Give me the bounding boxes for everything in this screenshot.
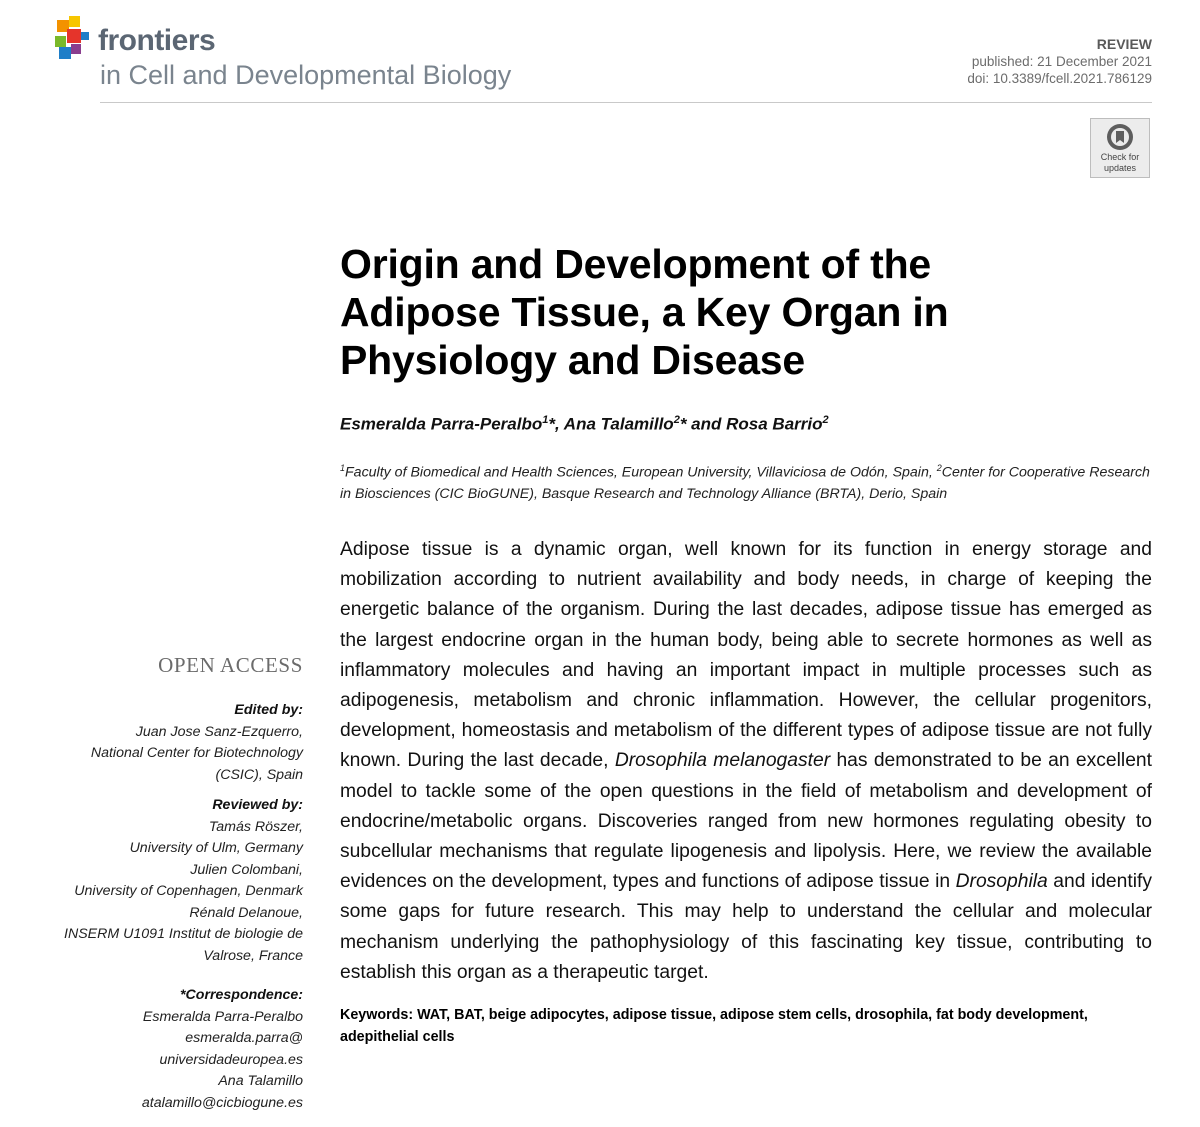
- author-name[interactable]: Esmeralda Parra-Peralbo: [340, 414, 543, 434]
- reviewer-line: Valrose, France: [203, 947, 303, 964]
- editor-line: Juan Jose Sanz-Ezquerro,: [135, 723, 303, 740]
- correspondence-email[interactable]: universidadeuropea.es: [159, 1051, 303, 1068]
- header-divider: [100, 102, 1152, 103]
- author-list: [340, 414, 829, 435]
- keywords: [340, 1004, 1152, 1048]
- corresponding-mark: *: [548, 414, 555, 434]
- open-access-label: OPEN ACCESS: [158, 653, 303, 677]
- affiliation-text: Center for Cooperative Research in Biosciences (CIC BioGUNE), Basque Research and Technology Alliance (BRTA), Derio, Spain: [340, 464, 1150, 502]
- bookmark-icon: [1106, 123, 1134, 151]
- reviewer-line: Rénald Delanoue,: [189, 904, 303, 921]
- reviewer-line: Tamás Röszer,: [208, 818, 303, 835]
- corresponding-mark: *: [679, 414, 687, 434]
- correspondence-line: Esmeralda Parra-Peralbo: [142, 1008, 303, 1025]
- article-meta: [967, 36, 1152, 87]
- reviewer-line: Julien Colombani,: [190, 861, 303, 878]
- reviewed-by-label: Reviewed by:: [212, 797, 303, 813]
- reviewer-line: INSERM U1091 Institut de biologie de: [64, 926, 303, 942]
- author-separator: and: [686, 414, 727, 434]
- species-name: Drosophila melanogaster: [614, 750, 831, 772]
- keywords-list: WAT, BAT, beige adipocytes, adipose tissue, adipose stem cells, drosophila, fat body development, adepithelial cells: [340, 1007, 1088, 1045]
- frontiers-logo-icon: [55, 16, 101, 62]
- affiliation-text: Faculty of Biomedical and Health Sciences, European University, Villaviciosa de Odón, Spain,: [345, 464, 937, 481]
- affiliation-number: 2: [936, 463, 942, 473]
- author-name[interactable]: Ana Talamillo: [563, 414, 674, 434]
- author-name[interactable]: Rosa Barrio: [726, 414, 823, 434]
- reviewer-line: University of Ulm, Germany: [129, 840, 303, 856]
- correspondence-block: [3, 985, 303, 1114]
- affiliation-number: 1: [340, 463, 346, 473]
- author-affiliation-mark: 1: [542, 414, 549, 426]
- correspondence-email[interactable]: atalamillo@cicbiogune.es: [141, 1094, 303, 1111]
- reviewed-by-block: [3, 795, 303, 967]
- genus-name: Drosophila: [955, 871, 1048, 893]
- journal-name: in Cell and Developmental Biology: [100, 60, 512, 90]
- abstract: [340, 535, 1152, 988]
- author-affiliation-mark: 2: [673, 414, 680, 426]
- reviewer-line: University of Copenhagen, Denmark: [74, 883, 303, 899]
- correspondence-line: Ana Talamillo: [218, 1073, 303, 1089]
- article-title: Origin and Development of the Adipose Tissue, a Key Organ in Physiology and Disease: [340, 241, 949, 383]
- check-updates-line2: updates: [1103, 163, 1137, 173]
- brand-name: frontiers: [98, 24, 216, 57]
- doi[interactable]: doi: 10.3389/fcell.2021.786129: [967, 71, 1152, 86]
- check-for-updates-button[interactable]: [1090, 118, 1150, 178]
- keywords-label: Keywords:: [340, 1007, 418, 1023]
- abstract-text: and identify some gaps for future research. This may help to understand the cellular and molecular mechanism underlying the pathophysiology of this fascinating key tissue, contributing to establish this organ as a therapeutic target.: [340, 871, 1152, 983]
- abstract-text: Adipose tissue is a dynamic organ, well known for its function in energy storage and mobilization according to nutrient availability and body needs, in charge of keeping the energetic balance of the organism. During the last decades, adipose tissue has emerged as the largest endocrine organ in the human body, being able to secrete hormones as well as inflammatory molecules and having an important impact in multiple processes such as adipogenesis, metabolism and chronic inflammation. However, the cellular progenitors, development, homeostasis and metabolism of the different types of adipose tissue are not fully known. During the last decade,: [340, 539, 1152, 772]
- editor-line: National Center for Biotechnology: [90, 745, 303, 761]
- editor-line: (CSIC), Spain: [215, 766, 303, 783]
- edited-by-label: Edited by:: [234, 702, 303, 718]
- published-date: published: 21 December 2021: [971, 54, 1152, 69]
- check-updates-line1: Check for: [1100, 152, 1140, 162]
- author-separator: ,: [554, 414, 564, 434]
- edited-by-block: [3, 700, 303, 786]
- correspondence-email[interactable]: esmeralda.parra@: [185, 1030, 303, 1046]
- correspondence-label: *Correspondence:: [180, 987, 303, 1003]
- author-affiliation-mark: 2: [822, 414, 829, 426]
- article-type: REVIEW: [1096, 36, 1152, 52]
- abstract-text: has demonstrated to be an excellent model to tackle some of the open questions in the field of metabolism and development of endocrine/metabolic organs. Discoveries ranged from new hormones regulating obesity to subcellular mechanisms that regulate lipogenesis and lipolysis. Here, we review the available evidences on the development, types and functions of adipose tissue in: [340, 750, 1153, 893]
- affiliations: [340, 458, 1155, 505]
